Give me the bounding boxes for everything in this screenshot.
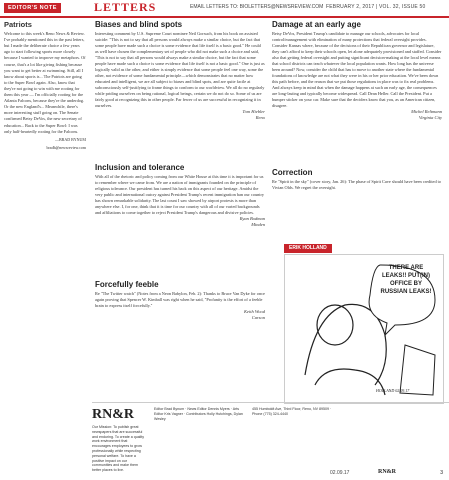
letter-place: Reno	[255, 115, 265, 120]
page-pubname: RN&R	[378, 469, 396, 475]
letter-title: Damage at an early age	[272, 20, 361, 29]
editors-note-tag: EDITOR'S NOTE	[4, 3, 61, 13]
issue-dateline: FEBRUARY 2, 2017 | VOL. 32, ISSUE 50	[326, 4, 426, 10]
cartoon-tag: ERIK HOLLAND	[284, 244, 332, 253]
letter-forcefully-feeble	[95, 282, 265, 321]
letter-title: Biases and blind spots	[95, 20, 183, 29]
editors-note-sign: —BRAD BYNUM	[54, 136, 86, 142]
letter-inclusion	[95, 165, 265, 228]
letter-place: Minden	[251, 222, 265, 227]
editors-note-email[interactable]: bradb@newsreview.com	[46, 144, 86, 150]
letter-author: Tom Hiebler	[242, 109, 265, 114]
correction	[272, 170, 442, 191]
correction-body: Re "Spirit in the sky" (cover story, Jan. 26): The phase of Spirit Cave should have been credited to Vivian Olds. We regret the oversight.	[272, 179, 442, 190]
rnr-logo: RN&R	[92, 407, 134, 422]
editors-note	[4, 22, 86, 151]
editors-note-body: Welcome to this week's Reno News & Review. I've probably mentioned this in the past letters, but I made the deliberate choice a few years ago to start following sports more closely because I wanted to improve my metaphors. Of course, that's a lot like giving fishing because you want to get better at swimming. Still, all I know about sports is... The Patriots are going to the Super Bowl again. Also, know that they're not going to win with me rooting for them this year — I'm officially rooting for the Atlanta Falcons, because they're the underdog. Or the new England's... Meanwhile, there's more interesting stuff going on. The Senate confirmed Betsy DeVos, the new secretary of education... Back to the Super Bowl: I was only half-heartedly rooting for the Falcons.	[4, 31, 86, 134]
page-number: 3	[440, 470, 443, 476]
letter-author: Ryan Bodman	[239, 216, 265, 221]
letters-email[interactable]: EMAIL LETTERS TO: BIOLETTERS@NEWSREVIEW.COM	[190, 4, 324, 10]
letter-title: Inclusion and tolerance	[95, 163, 185, 172]
letter-author: Michel Reltmann	[411, 109, 442, 114]
letter-body: With all of the rhetoric and policy coming from our White House at this time it is important for us to remember where we came from. We are a nation of immigrants founded on the principle of religious tolerance. Our president has turned his back on this aspect of our heritage. Amidst the very public and international outcry against President Trump's recent immigration ban our country has shown remarkable solidarity. The last count I saw showed by airport protests is more than anywhere else. I, for one, think that it is time for our country with all of our varied backgrounds and affiliations to come together to reject President Trump's dangerous and divisive policies.	[95, 174, 265, 215]
letter-body: Betsy DeVos, President Trump's candidate to manage our schools, advocates for local control/management with elimination of many protections that federal oversight provides. Consider Kansas where, because of the decisions of their Republican governor and legislature, they can't afford to keep their schools open, let alone adequately provisioned and staffed. Consider also that getting federal oversight and putting significant decision-making at the local level means that school districts can teach whatever the local population wants. How long has the universe been around? Now, consider the child that has to move to another state where the fundamental foundations of knowledge are not what they were in his or her prior education. We've been down this path before, and the reason that we put those regulations in place was to fix real problems. And always keep in mind that when the damage happens at such an early age, the consequences are long-lasting and typically become widespread. Call Dean Heller. Call the President. Put a bumper sticker on your car. Make sure that the deciders know that you, as an American citizen, disagree.	[272, 31, 442, 108]
letter-biases	[95, 22, 265, 121]
page-date: 02.09.17	[330, 470, 350, 476]
section-title: LETTERS	[94, 0, 157, 14]
editors-note-title: Patriots	[4, 20, 32, 29]
contact-info: 455 Humboldt Ave, Third Floor, Reno, NV 89509 · Phone (775) 324-4440	[252, 407, 332, 416]
letter-place: Virginia City	[418, 115, 442, 120]
mission-statement: Our Mission: To publish great newspapers that are successful and enduring. To create a quality work environment that encourages employees to grow professionally while respecting personal welfare. To have a positive impact on our communities and make them better places to live.	[92, 425, 145, 473]
letter-body: Re "The Twitter watch" (Notes from a Neon Babylon, Feb. 2): Thanks to Bruce Van Dyke for once again proving that Spencer W. Kimball was right when he said, "Profanity is the effort of a feeble brain to express itself forcefully."	[95, 291, 265, 308]
cartoon-caption: THERE ARE LEAKS!! PUT(IN) OFFICE BY RUSSIAN LEAKS!	[380, 265, 432, 295]
letter-title: Forcefully feeble	[95, 280, 159, 289]
staff-list: Editor Brad Bynum · News Editor Dennis Myers · Arts Editor Kris Vagner · Contributors Holly Hutchings, Dylan Wesley	[154, 407, 243, 421]
cartoon-signature: HOLLAND 02.09.17	[376, 388, 410, 393]
letter-place: Carson	[251, 315, 265, 320]
letter-body: Interesting comment by U.S. Supreme Court nominee Neil Gorsuch, from his book on assisted suicide: "This is not to say that all persons would always make a similar choice, but the fact that some people have made such a choice is some evidence that life itself is a basic good." He could as well have chosen the complementary set of people who did not make such a choice and said, "This is not to say that all persons would always make a similar choice, but the fact that some people have made such a choice is some evidence that life itself is not a basic good." One is just as logically valid as the other, and either is simply evidence that some people feel one way, some the other, not evidence of some fundamental principle—which demonstrates that no matter how educated and intelligent, we are all subject to biases and blind spots, and are quite facile at subconsciously self-justifying to frame things to conform to our worldview. We all do no regularly while priding ourselves on being rational, logical beings, certain we do not do so. Some of us are fairly good at recognizing this in other people. Far fewer of us are successful in recognizing it in ourselves.	[95, 31, 265, 108]
correction-title: Correction	[272, 168, 313, 177]
letter-damage	[272, 22, 442, 121]
letter-author: Keith Wood	[244, 309, 265, 314]
